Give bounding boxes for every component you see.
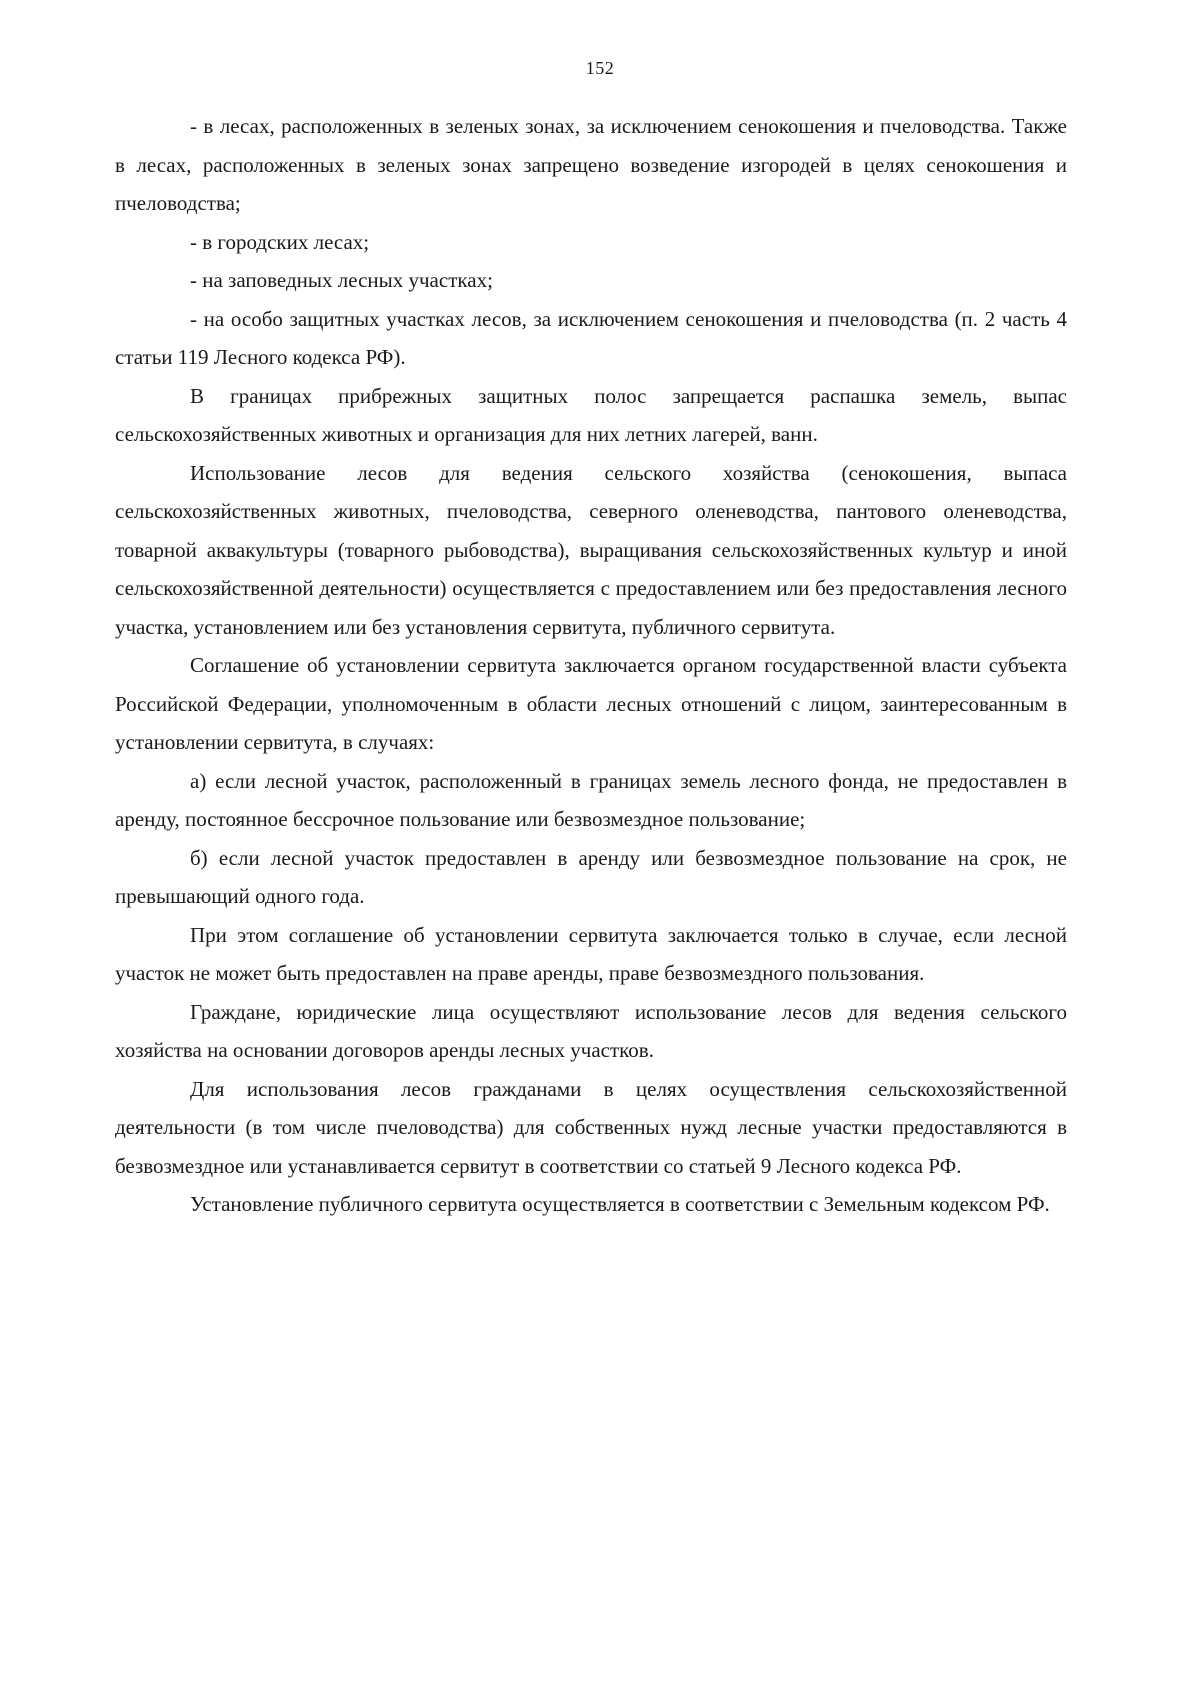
page-number: 152 xyxy=(585,58,615,78)
document-body xyxy=(115,107,1067,1224)
paragraph: Использование лесов для ведения сельского хозяйства (сенокошения, выпаса сельскохозяйственных животных, пчеловодства, северного оленеводства, пантового оленеводства, товарной аквакультуры (товарного рыбоводства), выращивания сельскохозяйственных культур и иной сельскохозяйственной деятельности) осуществляется с предоставлением или без предоставления лесного участка, установлением или без установления сервитута, публичного сервитута. xyxy=(115,460,1067,639)
paragraph: Для использования лесов гражданами в целях осуществления сельскохозяйственной деятельности (в том числе пчеловодства) для собственных нужд лесные участки предоставляются в безвозмездное или устанавливается сервитут в соответствии со статьей 9 Лесного кодекса РФ. xyxy=(115,1076,1067,1178)
paragraph: В границах прибрежных защитных полос запрещается распашка земель, выпас сельскохозяйственных животных и организация для них летних лагерей, ванн. xyxy=(115,383,1067,446)
paragraph: Граждане, юридические лица осуществляют использование лесов для ведения сельского хозяйства на основании договоров аренды лесных участков. xyxy=(115,999,1067,1062)
paragraph: а) если лесной участок, расположенный в границах земель лесного фонда, не предоставлен в аренду, постоянное бессрочное пользование или безвозмездное пользование; xyxy=(115,768,1067,831)
paragraph: - на заповедных лесных участках; xyxy=(190,268,493,292)
paragraph: б) если лесной участок предоставлен в аренду или безвозмездное пользование на срок, не превышающий одного года. xyxy=(115,845,1067,908)
paragraph: - в городских лесах; xyxy=(190,229,370,254)
paragraph: - в лесах, расположенных в зеленых зонах, за исключением сенокошения и пчеловодства. Также в лесах, расположенных в зеленых зонах запрещено возведение изгородей в целях сенокошения и пчеловодства; xyxy=(115,114,1067,215)
paragraph: Установление публичного сервитута осуществляется в соответствии с Земельным кодексом РФ. xyxy=(190,1192,1050,1216)
paragraph: - на особо защитных участках лесов, за исключением сенокошения и пчеловодства (п. 2 часть 4 статьи 119 Лесного кодекса РФ). xyxy=(115,306,1067,369)
paragraph: Соглашение об установлении сервитута заключается органом государственной власти субъекта Российской Федерации, уполномоченным в области лесных отношений с лицом, заинтересованным в установлении сервитута, в случаях: xyxy=(115,653,1067,754)
paragraph: При этом соглашение об установлении сервитута заключается только в случае, если лесной участок не может быть предоставлен на праве аренды, праве безвозмездного пользования. xyxy=(115,922,1067,985)
